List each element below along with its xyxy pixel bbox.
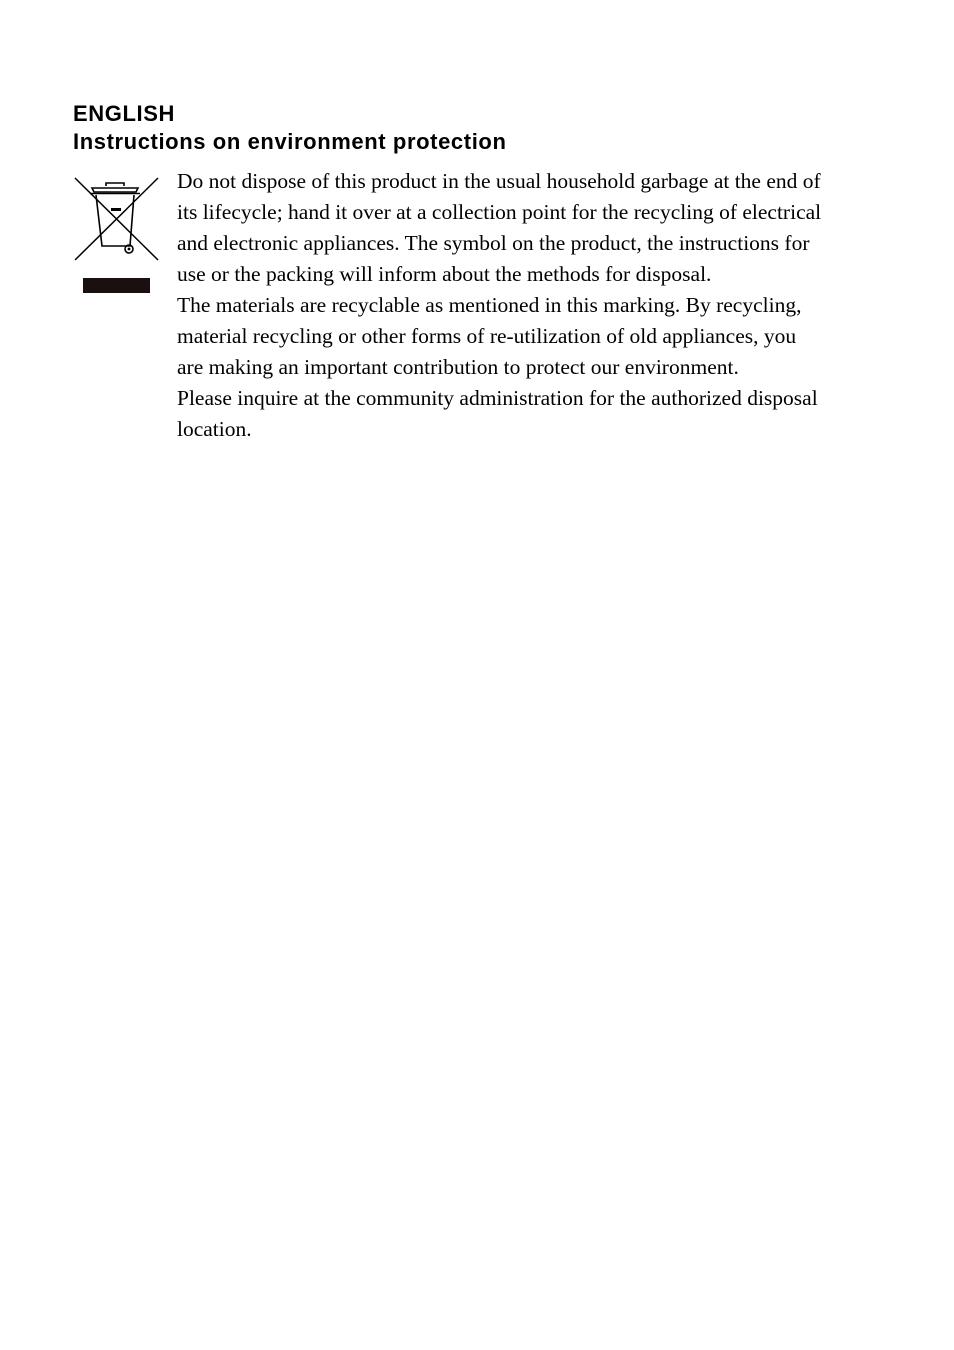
language-label: ENGLISH <box>73 101 175 126</box>
text-line: its lifecycle; hand it over at a collection point for the recycling of electrical <box>177 200 822 224</box>
text-line: location. <box>177 417 252 441</box>
text-line: use or the packing will inform about the methods for disposal. <box>177 262 712 286</box>
page-title: Instructions on environment protection <box>73 129 507 154</box>
text-line: Please inquire at the community administration for the authorized disposal <box>177 386 818 410</box>
text-line: are making an important contribution to protect our environment. <box>177 355 739 379</box>
text-line: The materials are recyclable as mentioned in this marking. By recycling, <box>177 293 802 317</box>
text-line: material recycling or other forms of re-utilization of old appliances, you <box>177 324 797 348</box>
crossed-out-wheelie-bin-icon <box>72 174 160 296</box>
text-line: and electronic appliances. The symbol on the product, the instructions for <box>177 231 810 255</box>
page-heading <box>73 100 506 156</box>
disposal-instructions <box>177 166 887 445</box>
text-line: Do not dispose of this product in the usual household garbage at the end of <box>177 169 821 193</box>
